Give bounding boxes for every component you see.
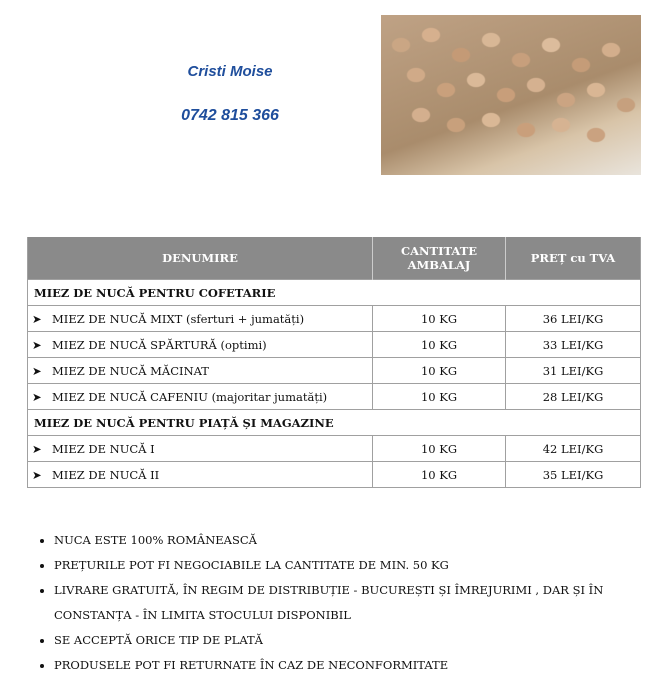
product-name: MIEZ DE NUCĂ SPĂRTURĂ (optimi) bbox=[52, 337, 267, 352]
product-name: MIEZ DE NUCĂ MĂCINAT bbox=[52, 363, 209, 378]
arrow-bullet-icon: ➤ bbox=[32, 337, 42, 352]
section-row bbox=[28, 280, 641, 306]
notes-list bbox=[30, 528, 654, 678]
header-price: PREȚ cu TVA bbox=[506, 237, 641, 280]
price-cell: 31 LEI/KG bbox=[506, 358, 641, 384]
product-cell bbox=[28, 384, 373, 410]
quantity-cell: 10 KG bbox=[373, 436, 506, 462]
arrow-bullet-icon: ➤ bbox=[32, 363, 42, 378]
product-name: MIEZ DE NUCĂ CAFENIU (majoritar jumatăți) bbox=[52, 389, 328, 404]
contact-name: Cristi Moise bbox=[187, 63, 273, 80]
product-cell bbox=[28, 358, 373, 384]
note-item: • NUCA ESTE 100% ROMÂNEASCĂ bbox=[54, 528, 654, 553]
header-quantity: CANTITATE AMBALAJ bbox=[373, 237, 506, 280]
contact-phone: 0742 815 366 bbox=[181, 107, 279, 124]
quantity-cell: 10 KG bbox=[373, 332, 506, 358]
price-cell: 36 LEI/KG bbox=[506, 306, 641, 332]
table-row bbox=[28, 462, 641, 488]
price-table bbox=[27, 237, 641, 488]
header-name: DENUMIRE bbox=[28, 237, 373, 280]
section-title: MIEZ DE NUCĂ PENTRU COFETARIE bbox=[28, 280, 641, 306]
table-row bbox=[28, 384, 641, 410]
product-name: MIEZ DE NUCĂ I bbox=[52, 441, 155, 456]
product-name: MIEZ DE NUCĂ II bbox=[52, 467, 160, 482]
product-cell bbox=[28, 332, 373, 358]
product-cell bbox=[28, 462, 373, 488]
product-cell bbox=[28, 306, 373, 332]
section-title: MIEZ DE NUCĂ PENTRU PIAȚĂ ȘI MAGAZINE bbox=[28, 410, 641, 436]
note-item: • SE ACCEPTĂ ORICE TIP DE PLATĂ bbox=[54, 628, 654, 653]
table-row bbox=[28, 306, 641, 332]
product-name: MIEZ DE NUCĂ MIXT (sferturi + jumatăți) bbox=[52, 311, 305, 326]
section-row bbox=[28, 410, 641, 436]
price-cell: 28 LEI/KG bbox=[506, 384, 641, 410]
quantity-cell: 10 KG bbox=[373, 384, 506, 410]
table-header bbox=[28, 237, 641, 280]
arrow-bullet-icon: ➤ bbox=[32, 389, 42, 404]
walnuts-image bbox=[381, 15, 641, 175]
note-item: • LIVRARE GRATUITĂ, ÎN REGIM DE DISTRIBUȚIE - BUCUREȘTI ȘI ÎMREJURIMI , DAR ȘI ÎN CONSTANȚA - ÎN LIMITA STOCULUI DISPONIBIL bbox=[54, 578, 654, 628]
quantity-cell: 10 KG bbox=[373, 306, 506, 332]
table-row bbox=[28, 332, 641, 358]
arrow-bullet-icon: ➤ bbox=[32, 467, 42, 482]
arrow-bullet-icon: ➤ bbox=[32, 311, 42, 326]
note-item: • PRODUSELE POT FI RETURNATE ÎN CAZ DE NECONFORMITATE bbox=[54, 653, 654, 678]
price-cell: 33 LEI/KG bbox=[506, 332, 641, 358]
price-cell: 42 LEI/KG bbox=[506, 436, 641, 462]
product-cell bbox=[28, 436, 373, 462]
quantity-cell: 10 KG bbox=[373, 462, 506, 488]
arrow-bullet-icon: ➤ bbox=[32, 441, 42, 456]
table-row bbox=[28, 436, 641, 462]
table-row bbox=[28, 358, 641, 384]
price-cell: 35 LEI/KG bbox=[506, 462, 641, 488]
quantity-cell: 10 KG bbox=[373, 358, 506, 384]
note-item: • PREȚURILE POT FI NEGOCIABILE LA CANTITATE DE MIN. 50 KG bbox=[54, 553, 654, 578]
